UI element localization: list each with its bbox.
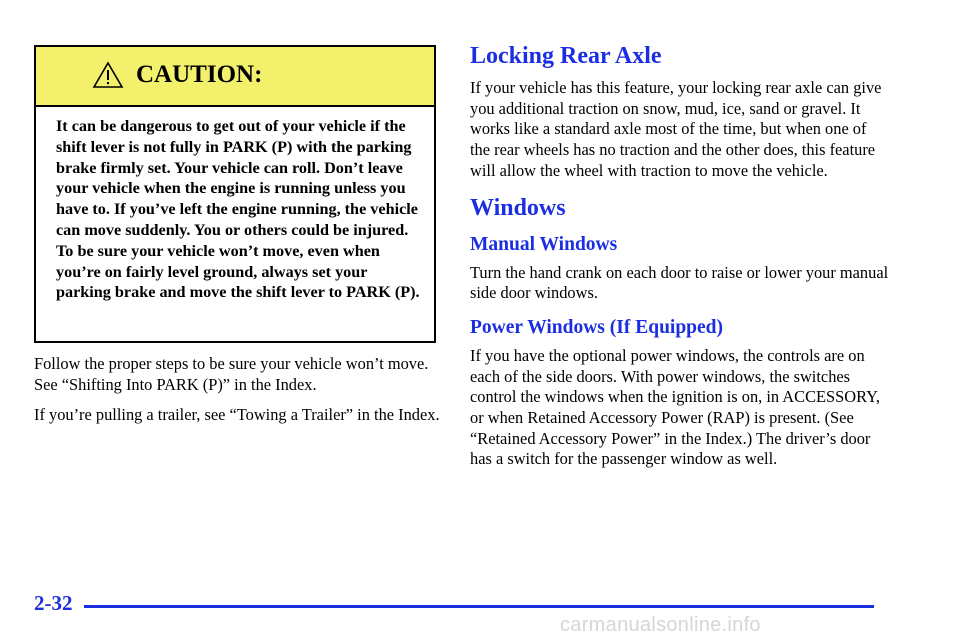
caution-title: CAUTION: [136,61,263,88]
park-steps-paragraph: Follow the proper steps to be sure your vehicle won’t move. See “Shifting Into PARK (P)” in the Index. [34,354,429,394]
page-number: 2-32 [34,591,73,615]
locking-rear-axle-text: If your vehicle has this feature, your locking rear axle can give you additional traction on snow, mud, ice, sand or gravel. It works like a standard axle most of the time, but when one of the rear wheels has no traction and the other does, this feature will allow the wheel with traction to move the vehicle. [470,78,882,180]
left-column-text [34,344,444,426]
right-column [470,40,890,470]
caution-box [34,45,436,343]
trailer-paragraph: If you’re pulling a trailer, see “Towing a Trailer” in the Index. [34,405,440,425]
footer-rule [84,605,874,608]
caution-text: It can be dangerous to get out of your vehicle if the shift lever is not fully in PARK (P) with the parking brake firmly set. Your vehicle can roll. Don’t leave your vehicle when the engine is running unless you have to. If you’ve left the engine running, the vehicle can move suddenly. You or others could be injured. To be sure your vehicle won’t move, even when you’re on fairly level ground, always set your parking brake and move the shift lever to PARK (P). [56,117,420,302]
caution-header [36,47,434,107]
watermark: carmanualsonline.info [560,614,761,636]
locking-rear-axle-heading: Locking Rear Axle [470,43,662,69]
warning-triangle-icon [92,61,124,89]
manual-windows-heading: Manual Windows [470,233,618,255]
windows-heading: Windows [470,194,566,221]
power-windows-text: If you have the optional power windows, the controls are on each of the side doors. With power windows, the switches control the windows when the ignition is on, in ACCESSORY, or when Retained Accessory Power (RAP) is present. (See “Retained Accessory Power” in the Index.) The driver’s door has a switch for the passenger window as well. [470,345,880,469]
power-windows-heading: Power Windows (If Equipped) [470,316,724,338]
manual-windows-text: Turn the hand crank on each door to raise or lower your manual side door windows. [470,262,889,303]
